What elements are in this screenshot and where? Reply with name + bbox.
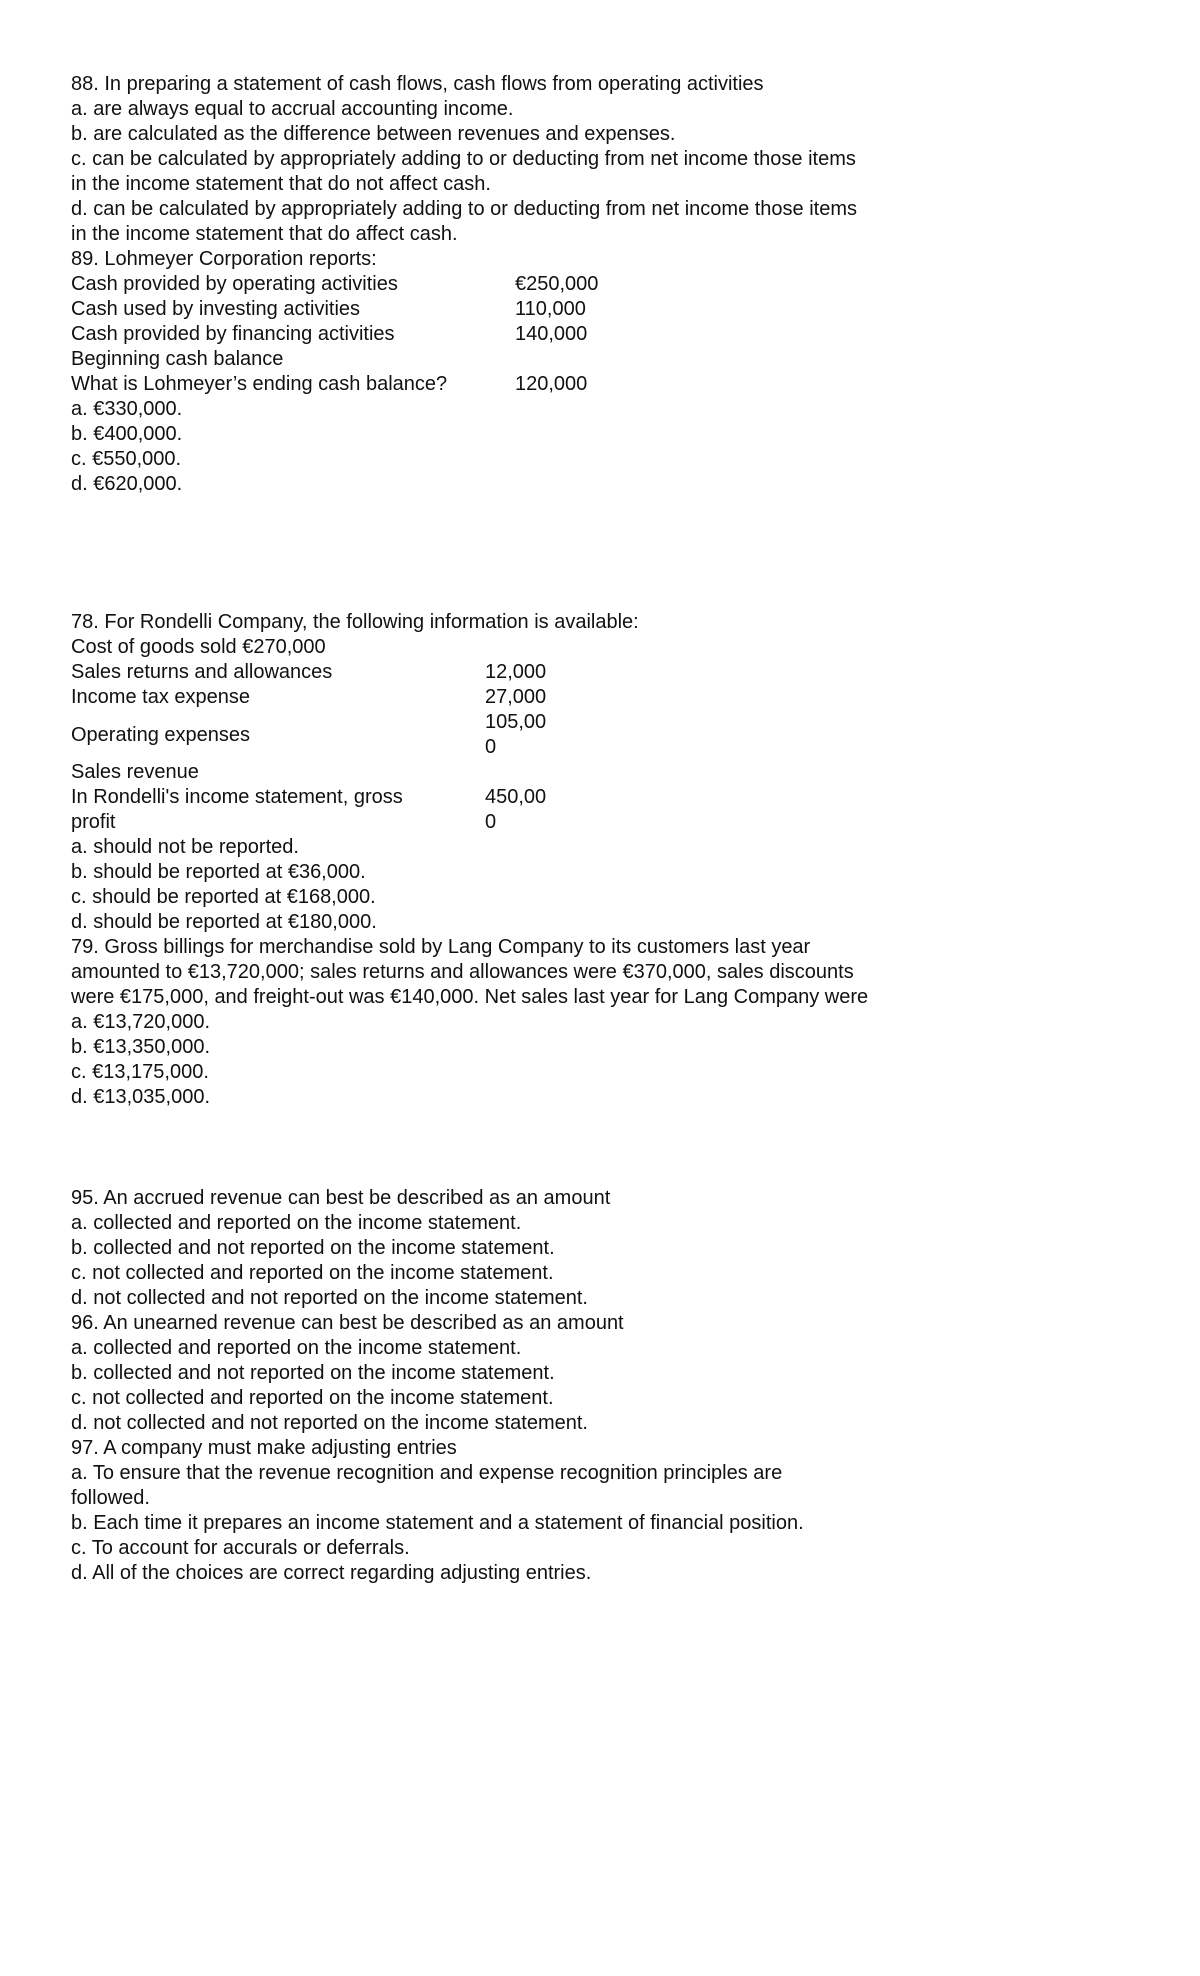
question-88-text: 88. In preparing a statement of cash flows, cash flows from operating activities xyxy=(71,73,764,95)
question-96-option-c: c. not collected and reported on the income statement. xyxy=(71,1387,554,1409)
cash-flow-row xyxy=(71,347,1131,372)
question-78 xyxy=(71,610,1131,935)
income-value: 12,000 xyxy=(485,661,547,683)
question-95-option-c: c. not collected and reported on the income statement. xyxy=(71,1262,554,1284)
question-97-option-b: b. Each time it prepares an income statement and a statement of financial position. xyxy=(71,1512,804,1534)
question-79-option-d: d. €13,035,000. xyxy=(71,1086,211,1108)
cash-flow-row xyxy=(71,322,1131,347)
question-96-option-a: a. collected and reported on the income statement. xyxy=(71,1337,522,1359)
question-78-option-a: a. should not be reported. xyxy=(71,836,299,858)
question-96 xyxy=(71,1311,1131,1436)
spacer xyxy=(71,1110,1131,1186)
question-79-text: 79. Gross billings for merchandise sold by Lang Company to its customers last year xyxy=(71,936,811,958)
gross-profit-value: 450,000 xyxy=(485,786,547,833)
cash-flow-label: Cash used by investing activities xyxy=(71,298,361,320)
question-88-option-d: d. can be calculated by appropriately adding to or deducting from net income those items xyxy=(71,198,858,220)
document-page xyxy=(71,72,1131,1586)
gross-profit-row xyxy=(71,785,1131,835)
question-78-cogs: Cost of goods sold €270,000 xyxy=(71,636,326,658)
gross-profit-label: In Rondelli's income statement, gross profit xyxy=(71,786,403,833)
income-value: 27,000 xyxy=(485,686,547,708)
question-97-option-c: c. To account for accurals or deferrals. xyxy=(71,1537,410,1559)
question-79 xyxy=(71,935,1131,1110)
question-79-text-cont: amounted to €13,720,000; sales returns and allowances were €370,000, sales discounts xyxy=(71,961,854,983)
cash-flow-value: 120,000 xyxy=(515,373,588,395)
question-79-option-b: b. €13,350,000. xyxy=(71,1036,211,1058)
question-88 xyxy=(71,72,1131,247)
question-79-text-cont: were €175,000, and freight-out was €140,000. Net sales last year for Lang Company were xyxy=(71,986,869,1008)
sales-revenue-label: Sales revenue xyxy=(71,761,199,783)
question-95 xyxy=(71,1186,1131,1311)
question-89-text: 89. Lohmeyer Corporation reports: xyxy=(71,248,377,270)
question-79-option-a: a. €13,720,000. xyxy=(71,1011,211,1033)
question-96-text: 96. An unearned revenue can best be described as an amount xyxy=(71,1312,624,1334)
question-97-option-d: d. All of the choices are correct regarding adjusting entries. xyxy=(71,1562,592,1584)
cash-flow-row xyxy=(71,272,1131,297)
question-95-option-d: d. not collected and not reported on the income statement. xyxy=(71,1287,588,1309)
question-88-option-a: a. are always equal to accrual accounting income. xyxy=(71,98,514,120)
question-97 xyxy=(71,1436,1131,1586)
question-97-text: 97. A company must make adjusting entries xyxy=(71,1437,457,1459)
cash-flow-label: Cash provided by operating activities xyxy=(71,273,398,295)
question-95-option-b: b. collected and not reported on the income statement. xyxy=(71,1237,555,1259)
question-78-option-c: c. should be reported at €168,000. xyxy=(71,886,376,908)
question-78-option-d: d. should be reported at €180,000. xyxy=(71,911,377,933)
cash-flow-value: 140,000 xyxy=(515,323,588,345)
spacer xyxy=(71,497,1131,610)
income-label: Income tax expense xyxy=(71,686,250,708)
question-89-option-d: d. €620,000. xyxy=(71,473,183,495)
question-78-option-b: b. should be reported at €36,000. xyxy=(71,861,366,883)
question-88-option-c: c. can be calculated by appropriately adding to or deducting from net income those items xyxy=(71,148,856,170)
income-row xyxy=(71,710,1131,760)
income-label: Operating expenses xyxy=(71,723,251,746)
question-89-option-c: c. €550,000. xyxy=(71,448,182,470)
income-row xyxy=(71,660,1131,685)
question-78-text: 78. For Rondelli Company, the following information is available: xyxy=(71,611,639,633)
question-89-option-b: b. €400,000. xyxy=(71,423,183,445)
cash-flow-value: €250,000 xyxy=(515,273,599,295)
cash-flow-label: What is Lohmeyer’s ending cash balance? xyxy=(71,373,448,395)
income-label: Sales returns and allowances xyxy=(71,661,333,683)
income-row xyxy=(71,685,1131,710)
question-89 xyxy=(71,247,1131,497)
question-79-option-c: c. €13,175,000. xyxy=(71,1061,209,1083)
question-96-option-b: b. collected and not reported on the income statement. xyxy=(71,1362,555,1384)
question-95-text: 95. An accrued revenue can best be described as an amount xyxy=(71,1187,611,1209)
cash-flow-label: Cash provided by financing activities xyxy=(71,323,395,345)
question-97-option-a: a. To ensure that the revenue recognition and expense recognition principles are xyxy=(71,1462,783,1484)
cash-flow-label: Beginning cash balance xyxy=(71,348,284,370)
question-96-option-d: d. not collected and not reported on the income statement. xyxy=(71,1412,588,1434)
question-88-option-b: b. are calculated as the difference between revenues and expenses. xyxy=(71,123,676,145)
question-97-option-a-cont: followed. xyxy=(71,1487,150,1509)
income-value: 105,000 xyxy=(485,711,547,758)
question-88-option-c-cont: in the income statement that do not affect cash. xyxy=(71,173,491,195)
cash-flow-row xyxy=(71,372,1131,397)
cash-flow-row xyxy=(71,297,1131,322)
question-89-option-a: a. €330,000. xyxy=(71,398,183,420)
question-95-option-a: a. collected and reported on the income statement. xyxy=(71,1212,522,1234)
question-88-option-d-cont: in the income statement that do affect cash. xyxy=(71,223,458,245)
cash-flow-value: 110,000 xyxy=(515,298,586,320)
